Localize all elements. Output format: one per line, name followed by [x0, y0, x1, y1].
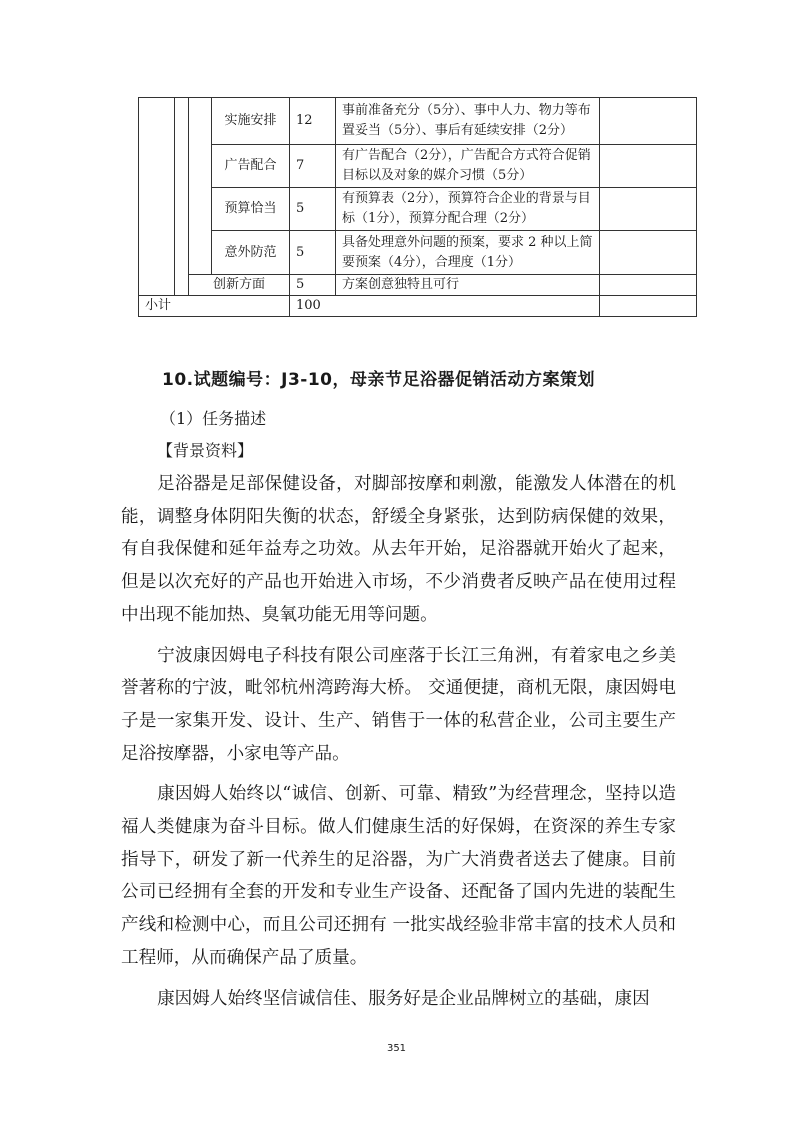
table-row: [139, 296, 697, 317]
table-cell-empty: [600, 275, 697, 296]
table-row: [139, 145, 697, 188]
table-row: [139, 98, 697, 145]
scoring-table: [138, 97, 696, 317]
table-cell-empty: [139, 98, 175, 296]
table-cell-empty: [189, 98, 212, 275]
table-cell-empty: [600, 296, 697, 317]
table-cell-score: 5: [290, 275, 336, 296]
table-row: [139, 188, 697, 231]
section-heading: 10.试题编号：J3-10，母亲节足浴器促销活动方案策划: [162, 370, 595, 390]
table-row: [139, 275, 697, 296]
table-cell-item: 意外防范: [212, 231, 290, 275]
table-cell-score: 7: [290, 145, 336, 188]
page-number: 351: [386, 1043, 407, 1054]
table-cell-item: 预算恰当: [212, 188, 290, 231]
table-cell-item: 广告配合: [212, 145, 290, 188]
table-cell-empty: [600, 98, 697, 145]
table-cell-item: 创新方面: [189, 275, 290, 296]
paragraph: 康因姆人始终坚信诚信佳、服务好是企业品牌树立的基础，康因: [157, 988, 650, 1009]
table-cell-score: 5: [290, 188, 336, 231]
table-row: [139, 231, 697, 275]
table-cell-item: 实施安排: [212, 98, 290, 145]
background-label: 【背景资料】: [157, 441, 254, 460]
table-cell-criteria: 有广告配合（2分），广告配合方式符合促销目标以及对象的媒介习惯（5分）: [336, 145, 600, 188]
table-cell-empty: [600, 145, 697, 188]
table-cell-empty: [600, 231, 697, 275]
paragraph: 宁波康因姆电子科技有限公司座落于长江三角洲，有着家电之乡美誉著称的宁波，毗邻杭州湾跨海大桥。 交通便捷，商机无限，康因姆电子是一家集开发、设计、生产、销售于一体的私营企业，公司主要生产足浴按摩器，小家电等产品。: [121, 645, 676, 764]
table-cell-empty: [175, 98, 189, 296]
paragraph: 足浴器是足部保健设备，对脚部按摩和刺激，能激发人体潜在的机能，调整身体阴阳失衡的状态，舒缓全身紧张，达到防病保健的效果，有自我保健和延年益寿之功效。从去年开始，足浴器就开始火了起来，但是以次充好的产品也开始进入市场，不少消费者反映产品在使用过程中出现不能加热、臭氧功能无用等问题。: [121, 474, 676, 625]
table-cell-criteria: 方案创意独特且可行: [336, 275, 600, 296]
table-cell-criteria: 事前准备充分（5分）、事中人力、物力等布置妥当（5分）、事后有延续安排（2分）: [336, 98, 600, 145]
subtotal-score: 100: [290, 296, 600, 317]
table-cell-score: 5: [290, 231, 336, 275]
table-cell-score: 12: [290, 98, 336, 145]
body-text: [121, 468, 676, 1015]
table-cell-empty: [600, 188, 697, 231]
table-cell-criteria: 具备处理意外问题的预案，要求 2 种以上简要预案（4分），合理度（1分）: [336, 231, 600, 275]
table-cell-criteria: 有预算表（2分），预算符合企业的背景与目标（1分），预算分配合理（2分）: [336, 188, 600, 231]
paragraph: 康因姆人始终以“诚信、创新、可靠、精致”为经营理念，坚持以造福人类健康为奋斗目标。做人们健康生活的好保姆，在资深的养生专家指导下，研发了新一代养生的足浴器，为广大消费者送去了健康。目前公司已经拥有全套的开发和专业生产设备、还配备了国内先进的装配生产线和检测中心，而且公司还拥有 一批实战经验非常丰富的技术人员和工程师，从而确保产品了质量。: [121, 784, 676, 968]
subtotal-label: 小计: [139, 296, 290, 317]
task-description-label: （1）任务描述: [160, 409, 267, 428]
